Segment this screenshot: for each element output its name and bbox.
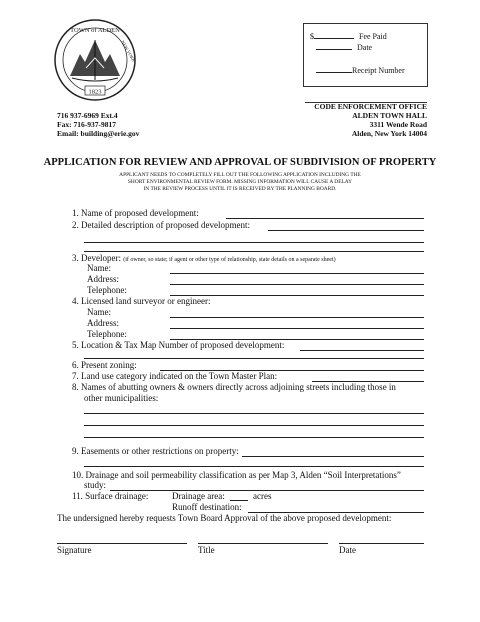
receipt-number-field[interactable]: [316, 64, 352, 73]
developer-address-field[interactable]: [170, 284, 424, 285]
description-field-1[interactable]: [268, 230, 424, 231]
surveyor-address-label: Address:: [87, 318, 119, 328]
tax-map-field-2[interactable]: [84, 358, 424, 359]
question-2-label: 2. Detailed description of proposed development:: [72, 220, 250, 230]
abutting-owners-field-1[interactable]: [84, 413, 424, 414]
contact-phone: 716 937-6969 Ext.4: [57, 111, 118, 120]
runoff-label: Runoff destination:: [172, 502, 242, 512]
abutting-owners-field-3[interactable]: [84, 437, 424, 438]
question-11-label: 11. Surface drainage:: [72, 491, 149, 501]
fee-date-field[interactable]: [316, 41, 352, 50]
fee-box: [303, 23, 428, 87]
question-10-label-cont: study:: [84, 480, 107, 490]
fee-paid-row: [310, 30, 387, 41]
question-9-label: 9. Easements or other restrictions on property:: [72, 446, 239, 456]
question-3-label: [72, 253, 336, 263]
receipt-number-label: Receipt Number: [352, 66, 405, 75]
surveyor-name-field[interactable]: [170, 317, 424, 318]
seal-side-text: NEW YORK: [120, 39, 137, 63]
signature-field[interactable]: [57, 543, 187, 544]
question-8-label-cont: other municipalities:: [84, 393, 159, 403]
question-6-label: 6. Present zoning:: [72, 360, 137, 370]
date-field[interactable]: [339, 543, 424, 544]
page-title: APPLICATION FOR REVIEW AND APPROVAL OF SUBDIVISION OF PROPERTY: [43, 157, 437, 168]
question-4-label: 4. Licensed land surveyor or engineer:: [72, 296, 211, 306]
tax-map-field-1[interactable]: [300, 350, 424, 351]
surveyor-address-field[interactable]: [170, 328, 424, 329]
surveyor-telephone-label: Telephone:: [87, 329, 127, 339]
drainage-area-field[interactable]: [230, 500, 248, 501]
town-seal: [50, 18, 140, 102]
fee-paid-label: Fee Paid: [359, 32, 387, 41]
surveyor-name-label: Name:: [87, 307, 111, 317]
instructions-line-3: IN THE REVIEW PROCESS UNTIL IT IS RECEIVED BY THE PLANNING BOARD.: [143, 186, 337, 192]
office-name: CODE ENFORCEMENT OFFICE: [314, 102, 427, 111]
question-7-label: 7. Land use category indicated on the Town Master Plan:: [72, 371, 278, 381]
fee-date-row: [316, 41, 372, 52]
office-street: 3311 Wende Road: [369, 120, 427, 129]
description-field-3[interactable]: [84, 251, 424, 252]
easements-field-1[interactable]: [242, 456, 424, 457]
question-10-label: 10. Drainage and soil permeability classification as per Map 3, Alden “Soil Interpretations”: [72, 470, 401, 480]
fee-date-label: Date: [357, 43, 373, 52]
developer-note: (if owner, so state; if agent or other type of relationship, state details on a separate sheet): [123, 257, 336, 263]
developer-address-label: Address:: [87, 274, 119, 284]
receipt-row: [316, 64, 405, 75]
instructions-line-2: SHORT ENVIRONMENTAL REVIEW FORM. MISSING INFORMATION WILL CAUSE A DELAY: [127, 179, 353, 185]
title-field[interactable]: [198, 543, 328, 544]
developer-label: 3. Developer:: [72, 253, 121, 263]
development-name-field[interactable]: [226, 218, 424, 219]
developer-name-label: Name:: [87, 263, 111, 273]
fee-amount-field[interactable]: [314, 30, 354, 39]
description-field-2[interactable]: [84, 242, 424, 243]
developer-name-field[interactable]: [170, 273, 424, 274]
drainage-area-label: Drainage area:: [172, 491, 225, 501]
drainage-acres-label: acres: [253, 491, 272, 501]
seal-top-text: TOWN of ALDEN: [70, 27, 120, 34]
title-label: Title: [198, 545, 215, 555]
contact-fax: Fax: 716-937-9817: [57, 120, 116, 129]
request-statement: The undersigned hereby requests Town Board Approval of the above proposed development:: [57, 513, 392, 523]
fee-dollar-sign: $: [310, 32, 314, 41]
office-hall: ALDEN TOWN HALL: [352, 111, 427, 120]
question-1-label: 1. Name of proposed development:: [72, 208, 199, 218]
signature-label: Signature: [57, 545, 92, 555]
instructions-line-1: APPLICANT NEEDS TO COMPLETELY FILL OUT THE FOLLOWING APPLICATION INCLUDING THE: [119, 172, 361, 178]
question-8-label: 8. Names of abutting owners & owners directly across adjoining streets including those in: [72, 382, 396, 392]
abutting-owners-field-2[interactable]: [84, 425, 424, 426]
developer-telephone-label: Telephone:: [87, 285, 127, 295]
seal-year: 1823: [88, 88, 102, 96]
easements-field-2[interactable]: [84, 466, 424, 467]
date-label: Date: [339, 545, 356, 555]
office-city: Alden, New York 14004: [351, 129, 427, 138]
contact-email: Email: building@erie.gov: [57, 129, 140, 138]
question-5-label: 5. Location & Tax Map Number of proposed development:: [72, 340, 285, 350]
